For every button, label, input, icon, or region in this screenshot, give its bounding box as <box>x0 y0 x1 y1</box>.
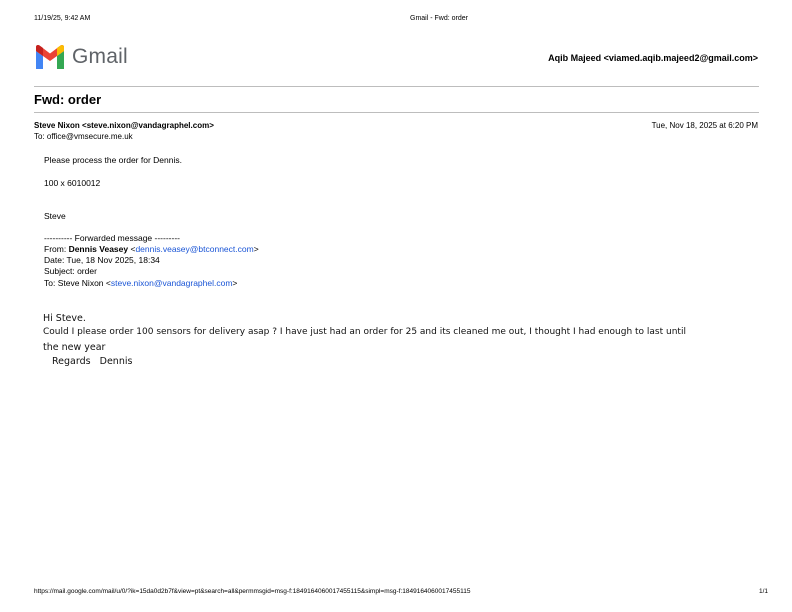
forward-message-line-1: Could I please order 100 sensors for delivery asap ? I have just had an order for 25 and its cleaned me out, I thought I had enough to last until <box>43 327 686 337</box>
gmail-m-logo-icon <box>34 45 66 69</box>
forward-from-email-link[interactable]: dennis.veasey@btconnect.com <box>135 244 254 254</box>
forward-from <box>44 244 259 254</box>
forward-subject: Subject: order <box>44 266 97 276</box>
account-label: Aqib Majeed <viamed.aqib.majeed2@gmail.com> <box>548 53 758 63</box>
footer-url: https://mail.google.com/mail/u/0/?ik=15da0d2b7f&view=pt&search=all&permmsgid=msg-f:1849164060017455115&simpl=msg-f:1849164060017455115 <box>34 588 471 595</box>
forward-date: Date: Tue, 18 Nov 2025, 18:34 <box>44 255 160 265</box>
body-line-1: Please process the order for Dennis. <box>44 155 182 165</box>
forward-greeting: Hi Steve. <box>43 313 86 324</box>
email-date: Tue, Nov 18, 2025 at 6:20 PM <box>651 121 758 130</box>
gmail-wordmark: Gmail <box>72 45 128 68</box>
forward-to-gt: > <box>232 278 238 288</box>
gmail-logo[interactable] <box>34 43 134 73</box>
page-number: 1/1 <box>758 588 768 595</box>
body-signature: Steve <box>44 211 66 221</box>
top-divider <box>34 86 759 87</box>
body-line-2: 100 x 6010012 <box>44 178 101 188</box>
forward-from-lt: < <box>128 244 136 254</box>
forward-from-gt: > <box>253 244 259 254</box>
forward-from-label: From: <box>44 244 69 254</box>
email-subject: Fwd: order <box>34 92 102 107</box>
forward-message-line-2: the new year <box>43 342 106 353</box>
sender: Steve Nixon <steve.nixon@vandagraphel.com> <box>34 121 214 130</box>
forward-from-name: Dennis Veasey <box>68 244 129 254</box>
forward-to <box>44 278 237 288</box>
print-title: Gmail - Fwd: order <box>410 15 468 22</box>
forward-regards: Regards Dennis <box>52 356 133 367</box>
recipient: To: office@vmsecure.me.uk <box>34 132 133 141</box>
forward-to-email-link[interactable]: steve.nixon@vandagraphel.com <box>110 278 233 288</box>
forward-to-label: To: Steve Nixon < <box>44 278 111 288</box>
print-datetime: 11/19/25, 9:42 AM <box>34 15 91 22</box>
forward-separator: ---------- Forwarded message --------- <box>44 233 180 243</box>
subject-divider <box>34 112 759 113</box>
